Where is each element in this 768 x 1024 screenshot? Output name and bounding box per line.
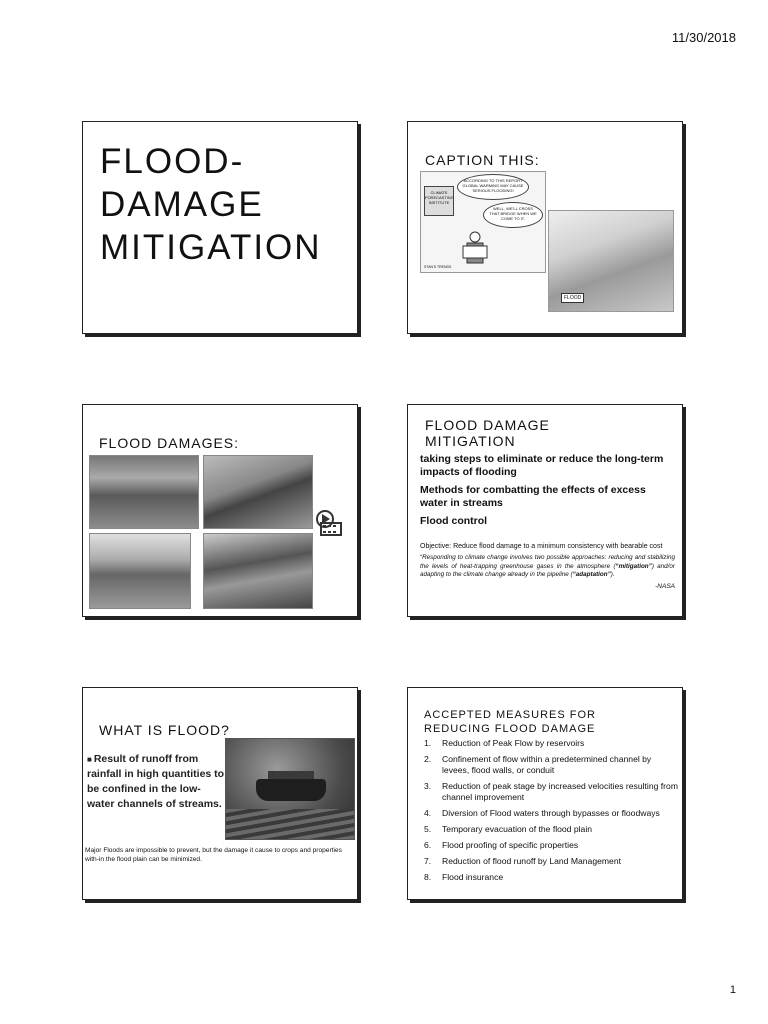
item-number: 5.: [424, 824, 432, 834]
slide-5-what-is-flood: [82, 687, 358, 900]
slide-title: [100, 140, 322, 269]
item-number: 6.: [424, 840, 432, 850]
item-text: Flood proofing of specific properties: [442, 840, 579, 850]
flood-control-text: Flood control: [420, 515, 488, 527]
video-film-icon[interactable]: [315, 508, 345, 538]
square-bullet-icon: ■: [87, 755, 92, 764]
list-item: [424, 824, 679, 835]
cartoon-credit: STAN'S TRENDS: [424, 265, 452, 269]
item-number: 8.: [424, 872, 432, 882]
title-line: MITIGATION: [425, 433, 516, 449]
title-line: ACCEPTED MEASURES FOR: [424, 709, 596, 721]
bullet-item: [87, 752, 227, 812]
slide-title: WHAT IS FLOOD?: [99, 722, 230, 738]
thought-bubble: WELL, WE'LL CROSS THAT BRIDGE WHEN WE COME TO IT.: [483, 202, 543, 228]
item-number: 7.: [424, 856, 432, 866]
title-line: FLOOD-: [100, 142, 245, 181]
quote-part: ).: [610, 571, 615, 578]
quote-term-mitigation: “mitigation”: [615, 562, 652, 570]
definition-text: taking steps to eliminate or reduce the long-term impacts of flooding: [420, 453, 664, 478]
page-number: 1: [729, 984, 736, 996]
item-text: Confinement of flow within a predetermined channel by levees, flood walls, or conduit: [442, 754, 652, 775]
item-text: Diversion of Flood waters through bypasses or floodways: [442, 808, 660, 818]
methods-text: Methods for combatting the effects of excess water in streams: [420, 484, 646, 509]
slide-2-caption-this: [407, 121, 683, 334]
slide-body: [420, 453, 675, 590]
slide-title: FLOOD DAMAGES:: [99, 435, 240, 451]
list-item: [424, 781, 679, 803]
list-item: [424, 856, 679, 867]
list-item: [424, 872, 679, 883]
flooded-street-photo: [89, 455, 199, 529]
title-line: FLOOD DAMAGE: [425, 417, 550, 433]
flood-note: Major Floods are impossible to prevent, but the damage it cause to crops and properties with-in the flood plain can be minimized.: [85, 847, 342, 863]
item-number: 4.: [424, 808, 432, 818]
item-text: Flood insurance: [442, 872, 504, 882]
speech-bubble: ACCORDING TO THIS REPORT GLOBAL WARMING MAY CAUSE SERIOUS FLOODING!: [457, 174, 529, 200]
noahs-ark-storm-image: [225, 738, 355, 840]
collapsed-bridge-photo: [203, 455, 313, 529]
title-line: REDUCING FLOOD DAMAGE: [424, 723, 596, 735]
item-text: Reduction of flood runoff by Land Management: [442, 856, 621, 866]
item-text: Reduction of Peak Flow by reservoirs: [442, 738, 585, 748]
flood-rescue-photo: [203, 533, 313, 609]
ark-hull: [256, 779, 326, 801]
reading-man-icon: [461, 230, 489, 268]
item-number: 3.: [424, 781, 432, 791]
slide-title: [424, 708, 596, 736]
item-text: Temporary evacuation of the flood plain: [442, 824, 593, 834]
washed-out-bridge-photo: [548, 210, 674, 312]
measures-list: [424, 738, 679, 888]
slide-title: CAPTION THIS:: [425, 152, 540, 168]
storm-waves: [226, 809, 354, 839]
slide-title: [425, 417, 550, 449]
slide-3-flood-damages: [82, 404, 358, 617]
slide-4-flood-damage-mitigation: [407, 404, 683, 617]
handout-date: 11/30/2018: [671, 30, 736, 45]
debris-valley-photo: [89, 533, 191, 609]
bullet-text: Result of runoff from rainfall in high quantities to be confined in the low-water channels of streams.: [87, 753, 225, 810]
objective-text: Objective: Reduce flood damage to a minimum consistency with bearable cost: [420, 543, 663, 550]
cartoon-panel: CLIMATE FORECASTING INSTITUTE: [424, 186, 454, 216]
nasa-quote: [420, 554, 675, 580]
title-line: DAMAGE: [100, 185, 264, 224]
item-text: Reduction of peak stage by increased velocities resulting from channel improvement: [442, 781, 678, 802]
title-line: MITIGATION: [100, 228, 322, 267]
list-item: [424, 840, 679, 851]
item-number: 2.: [424, 754, 432, 764]
quote-part: “Responding to climate change involves two possible approaches: reducing and stabilizing the levels of heat-trapping greenhouse gases in the atmosphere (: [420, 554, 675, 570]
slide-1-title: [82, 121, 358, 334]
list-item: [424, 808, 679, 819]
flood-sign: FLOOD: [561, 293, 584, 303]
cartoon-image: [420, 171, 546, 273]
list-item: [424, 754, 679, 776]
list-item: [424, 738, 679, 749]
quote-part: ) and/or adapting to the climate change already in the pipeline (: [420, 562, 676, 578]
slide-6-accepted-measures: [407, 687, 683, 900]
quote-source: -NASA: [655, 582, 675, 590]
quote-term-adaptation: “adaptation”: [572, 571, 611, 578]
item-number: 1.: [424, 738, 432, 748]
